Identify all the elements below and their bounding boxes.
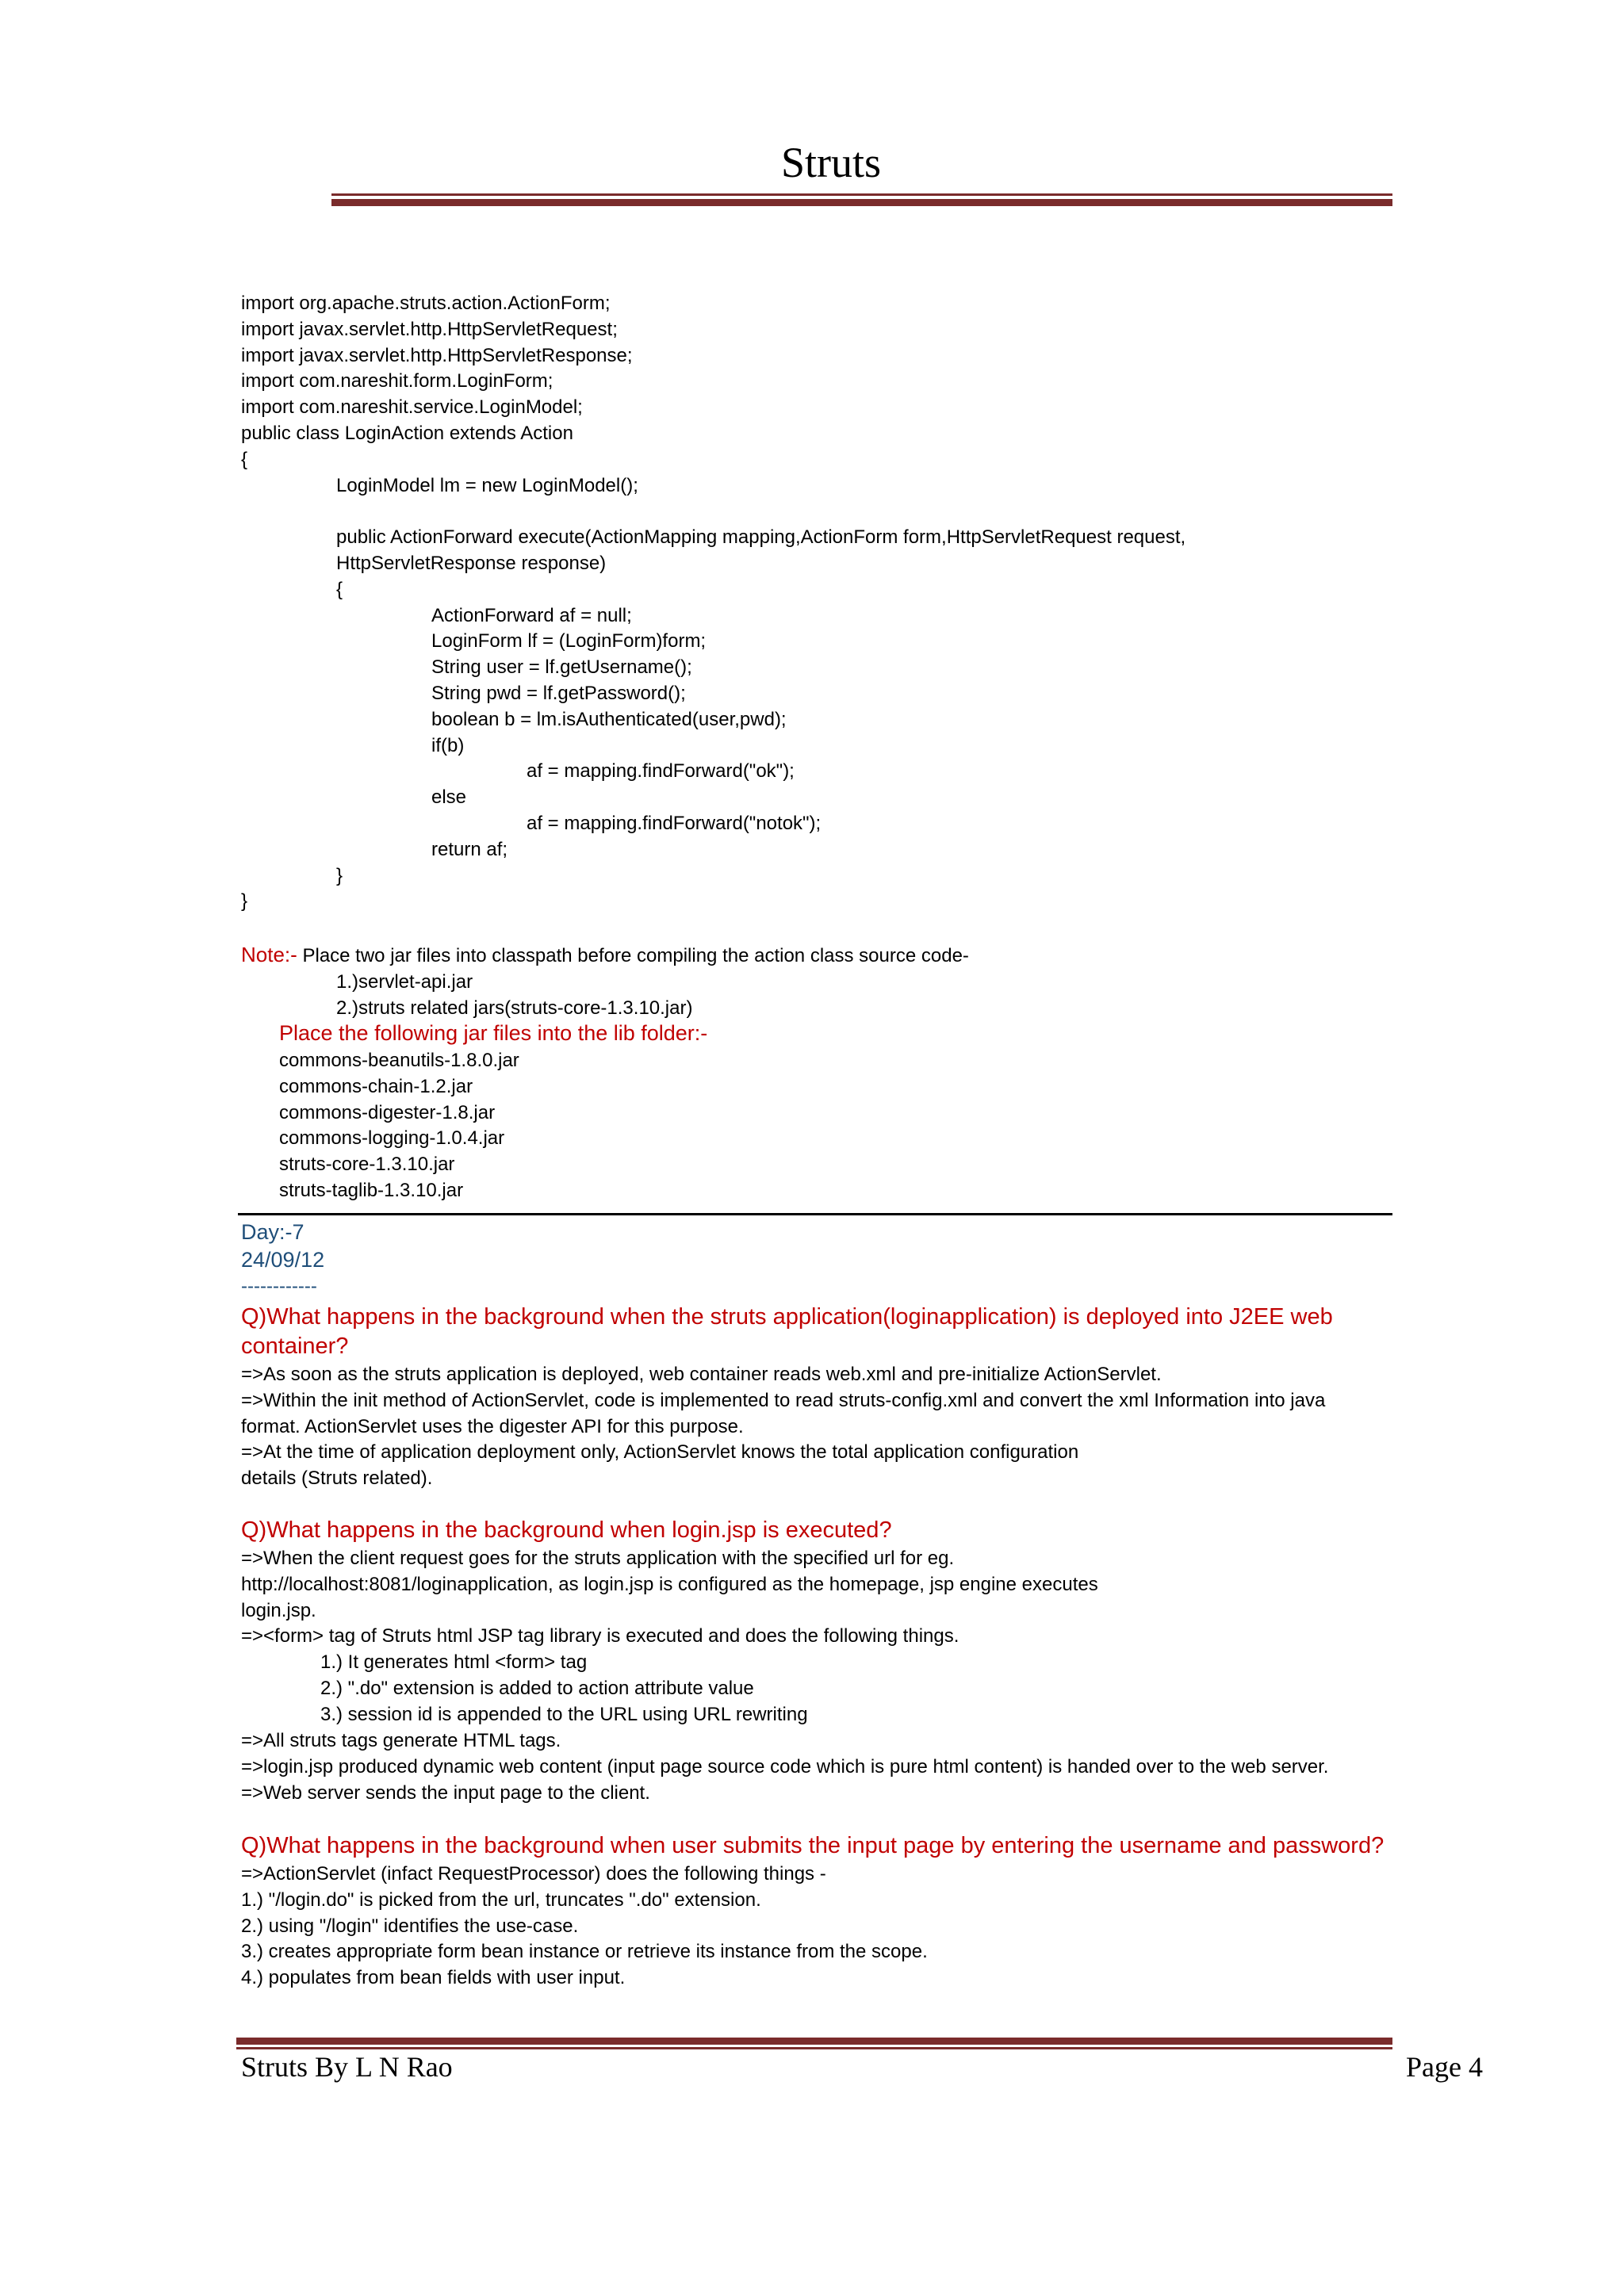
day-date: 24/09/12 <box>241 1248 325 1272</box>
day-dashes: ------------ <box>241 1276 317 1297</box>
question-heading: Q)What happens in the background when user submits the input page by entering the username and password? <box>241 1833 1385 1858</box>
lib-jar-item: struts-taglib-1.3.10.jar <box>279 1180 464 1201</box>
footer-author: Struts By L N Rao <box>241 2051 453 2083</box>
code-line: { <box>241 448 248 470</box>
section-divider <box>238 1213 1392 1215</box>
question-heading: Q)What happens in the background when the struts application(loginapplication) is deployed into J2EE web <box>241 1304 1333 1330</box>
lib-jar-item: commons-digester-1.8.jar <box>279 1101 496 1123</box>
answer-line: format. ActionServlet uses the digester API for this purpose. <box>241 1415 744 1437</box>
header-rule-thin <box>331 193 1392 196</box>
lib-jar-item: struts-core-1.3.10.jar <box>279 1154 455 1176</box>
answer-line: login.jsp. <box>241 1599 316 1621</box>
answer-line: =>Web server sends the input page to the client. <box>241 1781 650 1804</box>
lib-jar-item: commons-chain-1.2.jar <box>279 1075 473 1097</box>
footer-rule-thick <box>236 2038 1392 2045</box>
answer-line: 1.) "/login.do" is picked from the url, truncates ".do" extension. <box>241 1888 761 1911</box>
lib-jar-item: commons-beanutils-1.8.0.jar <box>279 1050 519 1071</box>
code-line: } <box>241 890 248 913</box>
answer-list-item: 3.) session id is appended to the URL using URL rewriting <box>320 1703 808 1725</box>
note-line <box>241 942 969 969</box>
day-label: Day:-7 <box>241 1220 304 1244</box>
answer-line: =>ActionServlet (infact RequestProcessor) does the following things - <box>241 1863 826 1885</box>
answer-line: http://localhost:8081/loginapplication, as login.jsp is configured as the homepage, jsp engine executes <box>241 1573 1098 1595</box>
answer-line: =>login.jsp produced dynamic web content (input page source code which is pure html content) is handed over to the web server. <box>241 1755 1329 1777</box>
page-header-title: Struts <box>780 139 882 186</box>
code-line: ActionForward af = null; <box>431 604 632 626</box>
code-line: else <box>431 786 467 809</box>
answer-line: 3.) creates appropriate form bean instance or retrieve its instance from the scope. <box>241 1941 928 1963</box>
answer-line: =>As soon as the struts application is deployed, web container reads web.xml and pre-initialize ActionServlet. <box>241 1364 1162 1385</box>
question-heading-cont: container? <box>241 1334 349 1359</box>
code-line: boolean b = lm.isAuthenticated(user,pwd); <box>431 708 787 730</box>
code-line: af = mapping.findForward("ok"); <box>527 760 795 783</box>
code-line: import com.nareshit.form.LoginForm; <box>241 370 553 392</box>
code-line: { <box>336 578 343 600</box>
answer-line: 2.) using "/login" identifies the use-case. <box>241 1915 579 1937</box>
answer-line: =><form> tag of Struts html JSP tag library is executed and does the following things. <box>241 1625 959 1647</box>
code-line: return af; <box>431 838 508 860</box>
code-line: import com.nareshit.service.LoginModel; <box>241 396 583 419</box>
question-heading: Q)What happens in the background when login.jsp is executed? <box>241 1517 892 1543</box>
code-line: public ActionForward execute(ActionMapping mapping,ActionForm form,HttpServletRequest request, <box>336 526 1186 549</box>
code-line: af = mapping.findForward("notok"); <box>527 813 822 834</box>
lib-heading: Place the following jar files into the lib folder:- <box>279 1021 708 1045</box>
code-line: import org.apache.struts.action.ActionForm; <box>241 293 611 314</box>
note-item: 2.)struts related jars(struts-core-1.3.10.jar) <box>336 997 693 1019</box>
code-line: String pwd = lf.getPassword(); <box>431 683 686 704</box>
answer-line: 4.) populates from bean fields with user input. <box>241 1967 626 1989</box>
code-line: import javax.servlet.http.HttpServletRequest; <box>241 318 618 340</box>
answer-line: details (Struts related). <box>241 1468 433 1490</box>
note-text: Place two jar files into classpath before compiling the action class source code- <box>297 945 969 966</box>
footer-rule-thin <box>236 2047 1392 2049</box>
code-line: public class LoginAction extends Action <box>241 423 573 444</box>
code-line: String user = lf.getUsername(); <box>431 656 692 679</box>
footer-page-number: Page 4 <box>1406 2051 1483 2083</box>
answer-list-item: 1.) It generates html <form> tag <box>320 1651 588 1673</box>
code-line: import javax.servlet.http.HttpServletResponse; <box>241 344 633 366</box>
code-line: LoginForm lf = (LoginForm)form; <box>431 630 707 652</box>
note-label: Note:- <box>241 943 297 966</box>
code-line: } <box>336 864 343 886</box>
code-line: if(b) <box>431 734 465 756</box>
answer-line: =>When the client request goes for the struts application with the specified url for eg. <box>241 1548 955 1569</box>
answer-line: =>At the time of application deployment only, ActionServlet knows the total application configuration <box>241 1441 1079 1464</box>
answer-line: =>All struts tags generate HTML tags. <box>241 1730 561 1751</box>
header-rule-thick <box>331 199 1392 206</box>
code-line: LoginModel lm = new LoginModel(); <box>336 474 638 496</box>
note-item: 1.)servlet-api.jar <box>336 971 473 993</box>
code-line: HttpServletResponse response) <box>336 553 607 574</box>
answer-line: =>Within the init method of ActionServlet, code is implemented to read struts-config.xml and convert the xml Information into java <box>241 1389 1326 1411</box>
lib-jar-item: commons-logging-1.0.4.jar <box>279 1127 505 1150</box>
answer-list-item: 2.) ".do" extension is added to action attribute value <box>320 1677 754 1699</box>
